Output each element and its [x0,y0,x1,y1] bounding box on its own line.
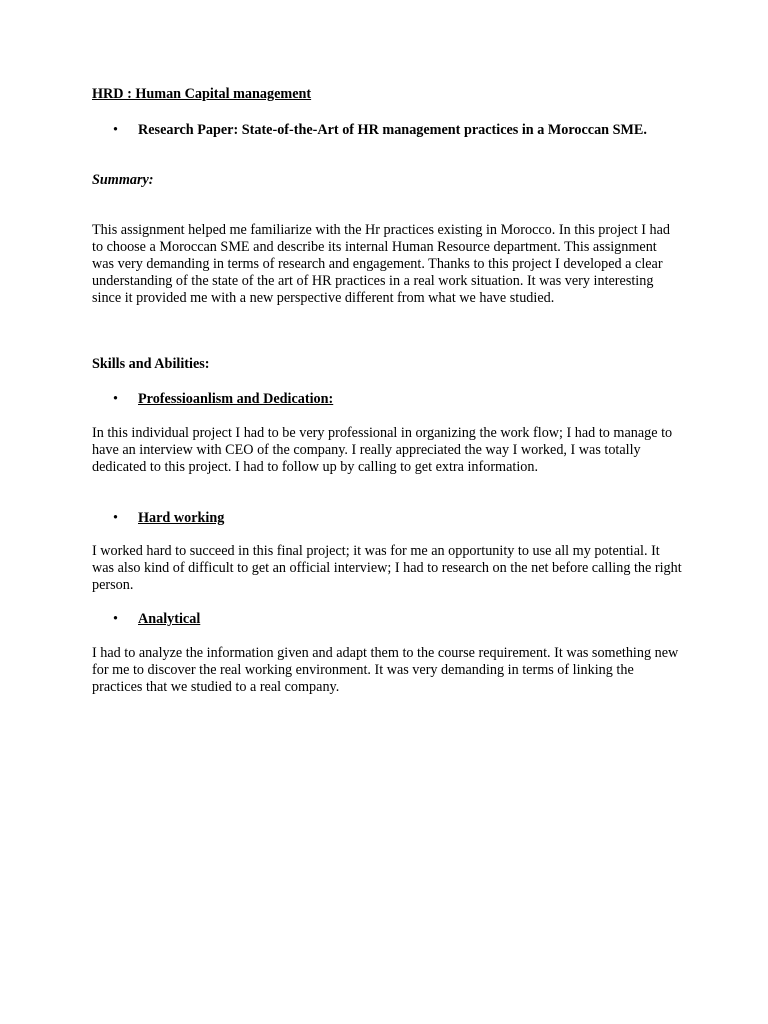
skill-title-professionalism: Professioanlism and Dedication: [138,391,334,407]
skill-text-hard-working: I worked hard to succeed in this final project; it was for me an opportunity to use all my potential. It was also kind of difficult to get an official interview; I had to research on the net before calling the right person. [92,543,682,593]
bullet-icon: • [113,510,118,526]
skill-title-analytical: Analytical [138,611,201,627]
research-paper-title: Research Paper: State-of-the-Art of HR management practices in a Moroccan SME. [138,122,647,138]
bullet-icon: • [113,391,118,407]
skill-title-hard-working: Hard working [138,510,225,526]
bullet-icon: • [113,611,118,627]
bullet-icon: • [113,122,118,138]
skill-text-analytical: I had to analyze the information given and adapt them to the course requirement. It was something new for me to discover the real working environment. It was very demanding in terms of linking the practices that we studied to a real company. [92,645,679,695]
skill-text-professionalism: In this individual project I had to be very professional in organizing the work flow; I had to manage to have an interview with CEO of the company. I really appreciated the way I worked, I was totally dedicated to this project. I had to follow up by calling to get extra information. [92,425,673,475]
document-title: HRD : Human Capital management [92,86,312,102]
skills-heading: Skills and Abilities: [92,356,210,372]
summary-label: Summary: [92,172,154,188]
summary-paragraph: This assignment helped me familiarize with the Hr practices existing in Morocco. In this project I had to choose a Moroccan SME and describe its internal Human Resource department. This assignment was very demanding in terms of research and engagement. Thanks to this project I developed a clear understanding of the state of the art of HR practices in a real work situation. It was very interesting since it provided me with a new perspective different from what we have studied. [92,222,670,306]
